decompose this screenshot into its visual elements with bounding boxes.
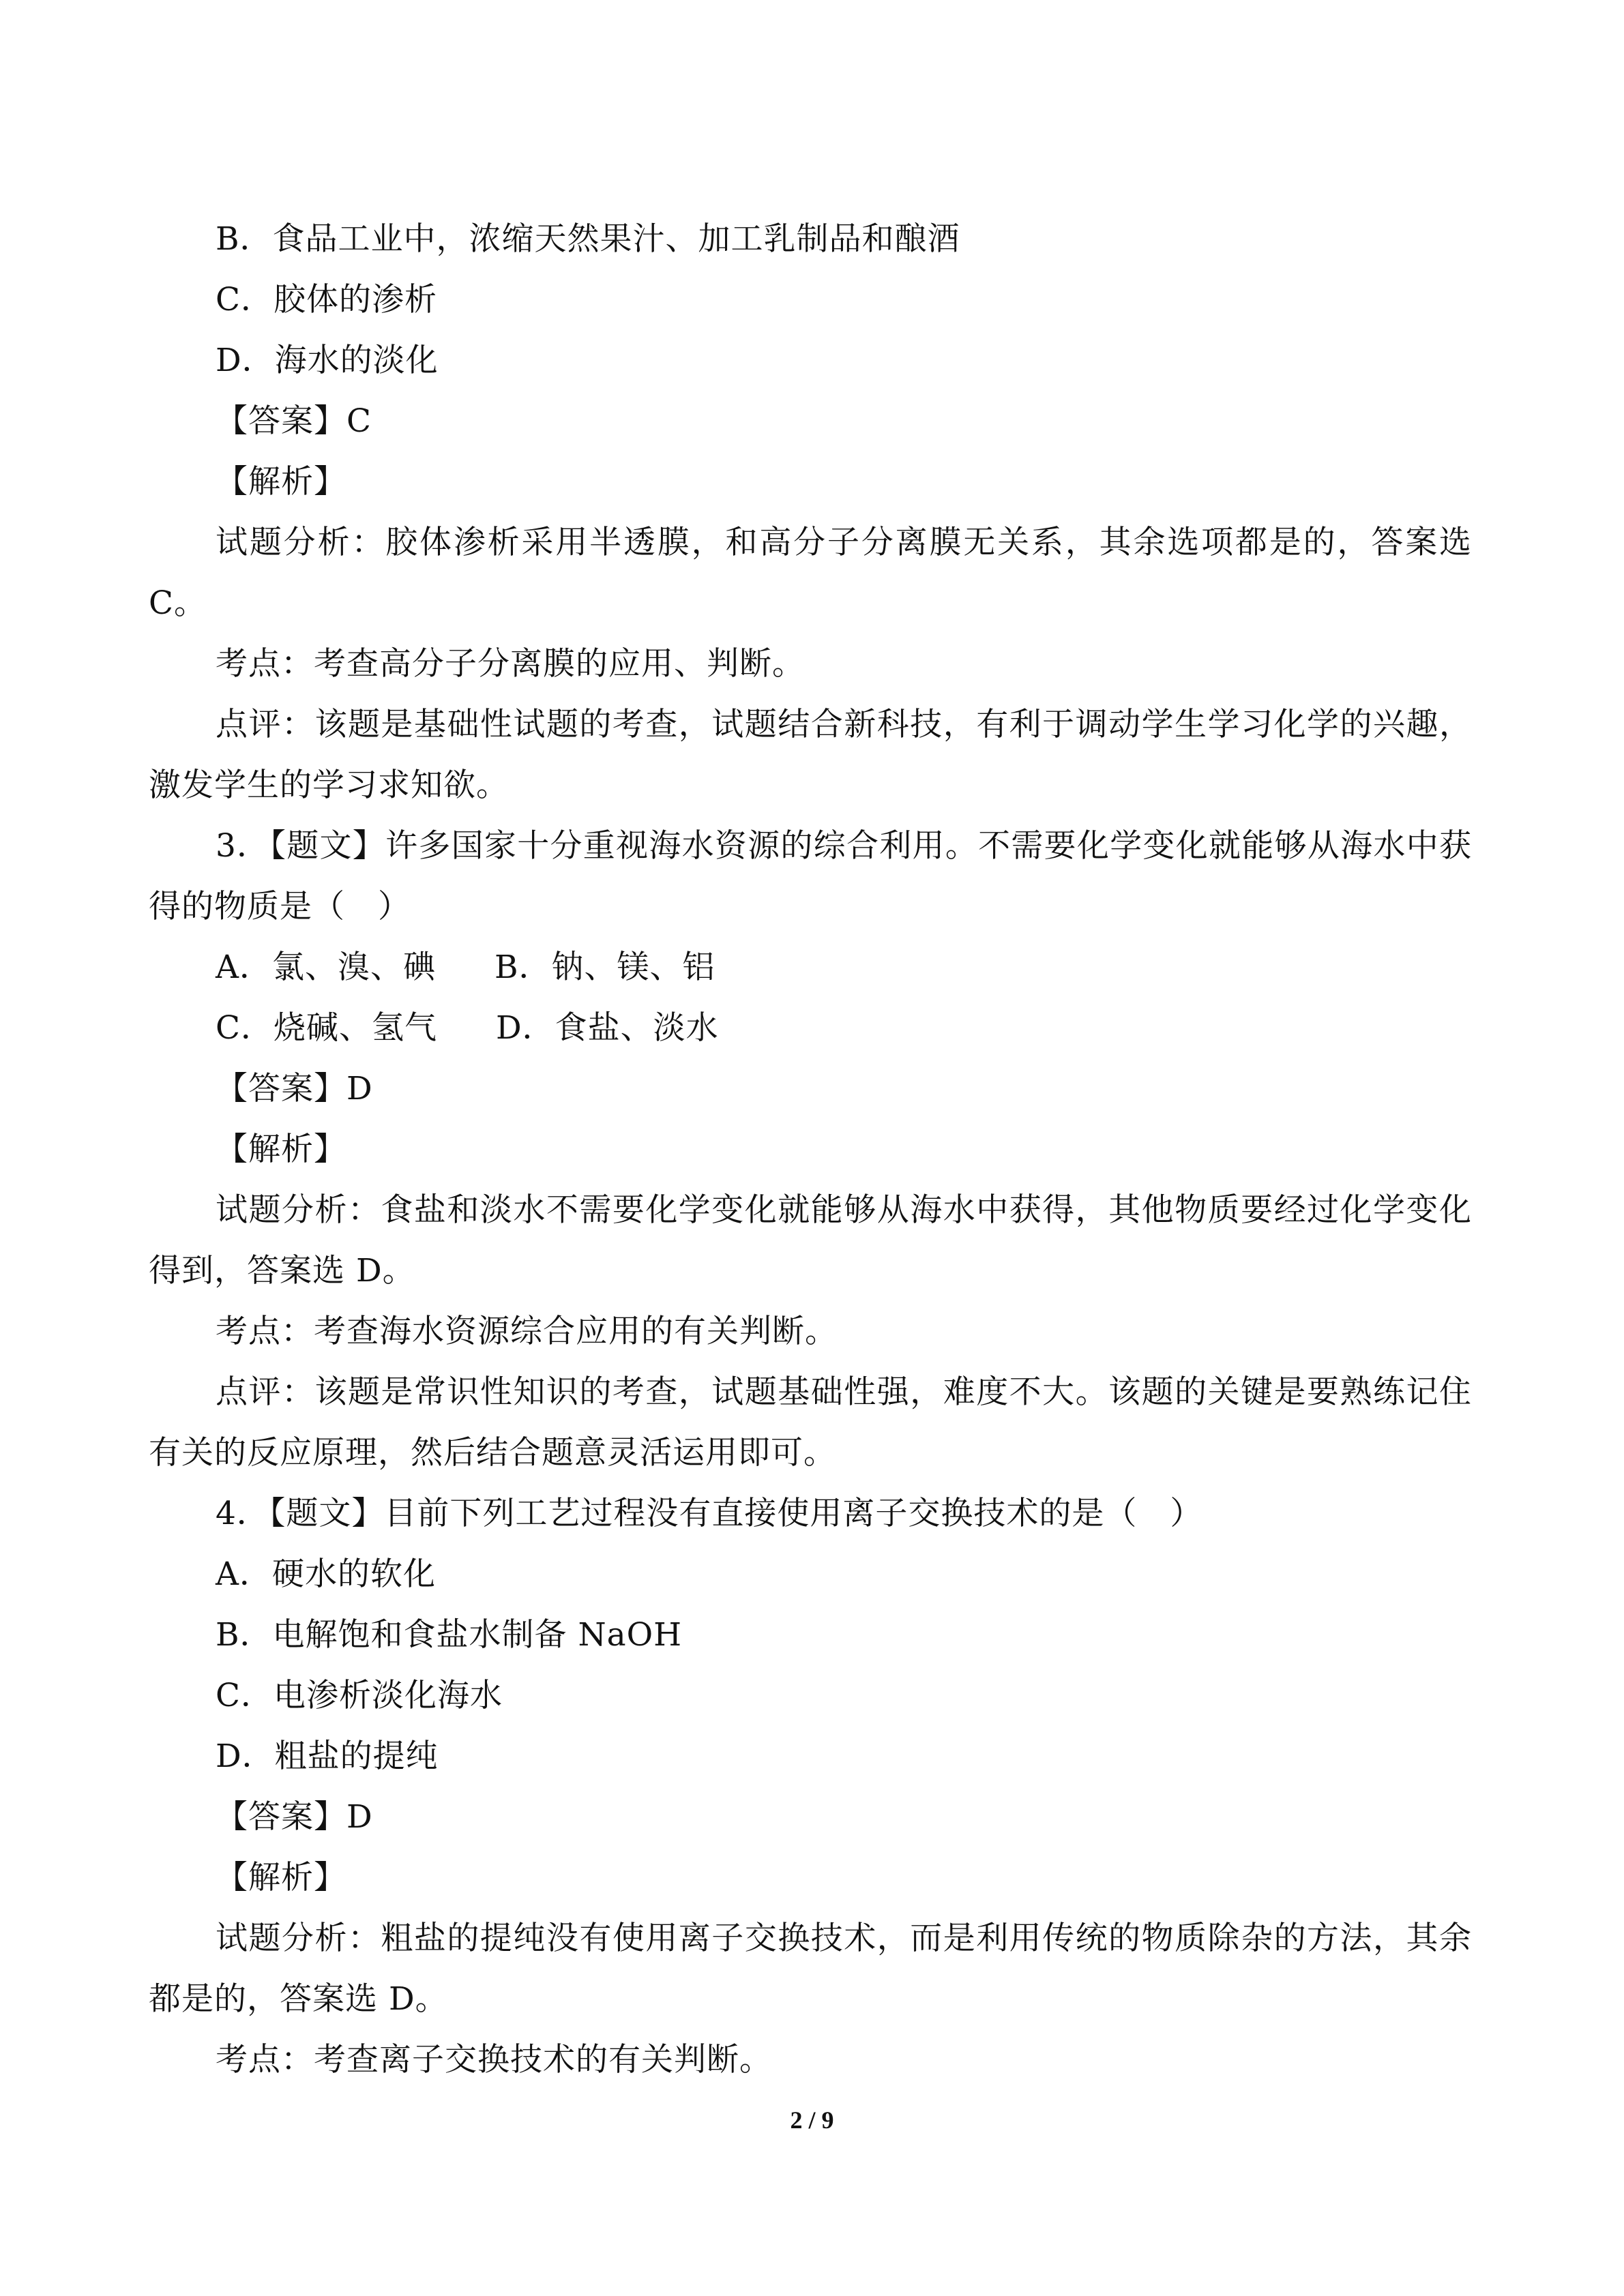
question-3: 3．【题文】许多国家十分重视海水资源的综合利用。不需要化学变化就能够从海水中获: [216, 827, 1472, 865]
answer: 【答案】D: [216, 1798, 373, 1836]
question-4: 4．【题文】目前下列工艺过程没有直接使用离子交换技术的是（ ）: [216, 1495, 1203, 1532]
option-c: C．胶体的渗析: [216, 281, 437, 318]
analysis-heading: 【解析】: [216, 1859, 346, 1896]
option-b: B．电解饱和食盐水制备 NaOH: [216, 1616, 683, 1654]
option-c: C．电渗析淡化海水: [216, 1677, 503, 1714]
analysis-text: 试题分析：食盐和淡水不需要化学变化就能够从海水中获得，其他物质要经过化学变化: [216, 1191, 1472, 1229]
analysis-text-cont: C。: [149, 584, 207, 622]
answer: 【答案】C: [216, 402, 372, 440]
analysis-heading: 【解析】: [216, 1131, 346, 1168]
option-d: D．食盐、淡水: [495, 1009, 719, 1047]
key-point: 考点：考查离子交换技术的有关判断。: [216, 2041, 772, 2078]
analysis-text: 试题分析：粗盐的提纯没有使用离子交换技术，而是利用传统的物质除杂的方法，其余: [216, 1920, 1472, 1957]
options-row-cd: [149, 998, 1472, 1058]
option-b: B．食品工业中，浓缩天然果汁、加工乳制品和酿酒: [216, 220, 960, 258]
analysis-text: 试题分析：胶体渗析采用半透膜，和高分子分离膜无关系，其余选项都是的，答案选: [216, 524, 1472, 561]
page-number: 2 / 9: [790, 2106, 834, 2134]
option-a: A．硬水的软化: [216, 1555, 436, 1593]
option-a: A．氯、溴、碘: [216, 949, 436, 986]
option-c: C．烧碱、氢气: [216, 1009, 437, 1047]
comment-cont: 有关的反应原理，然后结合题意灵活运用即可。: [149, 1434, 836, 1472]
option-b: B．钠、镁、铝: [494, 949, 715, 986]
option-d: D．粗盐的提纯: [216, 1738, 439, 1775]
key-point: 考点：考查高分子分离膜的应用、判断。: [216, 645, 805, 683]
document-body: [149, 209, 1472, 2090]
answer: 【答案】D: [216, 1070, 373, 1107]
options-row-ab: [149, 937, 1472, 998]
analysis-heading: 【解析】: [216, 463, 346, 501]
key-point: 考点：考查海水资源综合应用的有关判断。: [216, 1313, 838, 1350]
analysis-text-cont: 都是的，答案选 D。: [149, 1980, 448, 2018]
option-d: D．海水的淡化: [216, 342, 439, 379]
analysis-text-cont: 得到，答案选 D。: [149, 1252, 415, 1289]
question-3-cont: 得的物质是（ ）: [149, 888, 411, 925]
comment-cont: 激发学生的学习求知欲。: [149, 766, 509, 804]
comment: 点评：该题是基础性试题的考查，试题结合新科技，有利于调动学生学习化学的兴趣，: [216, 706, 1472, 743]
comment: 点评：该题是常识性知识的考查，试题基础性强，难度不大。该题的关键是要熟练记住: [216, 1373, 1472, 1411]
